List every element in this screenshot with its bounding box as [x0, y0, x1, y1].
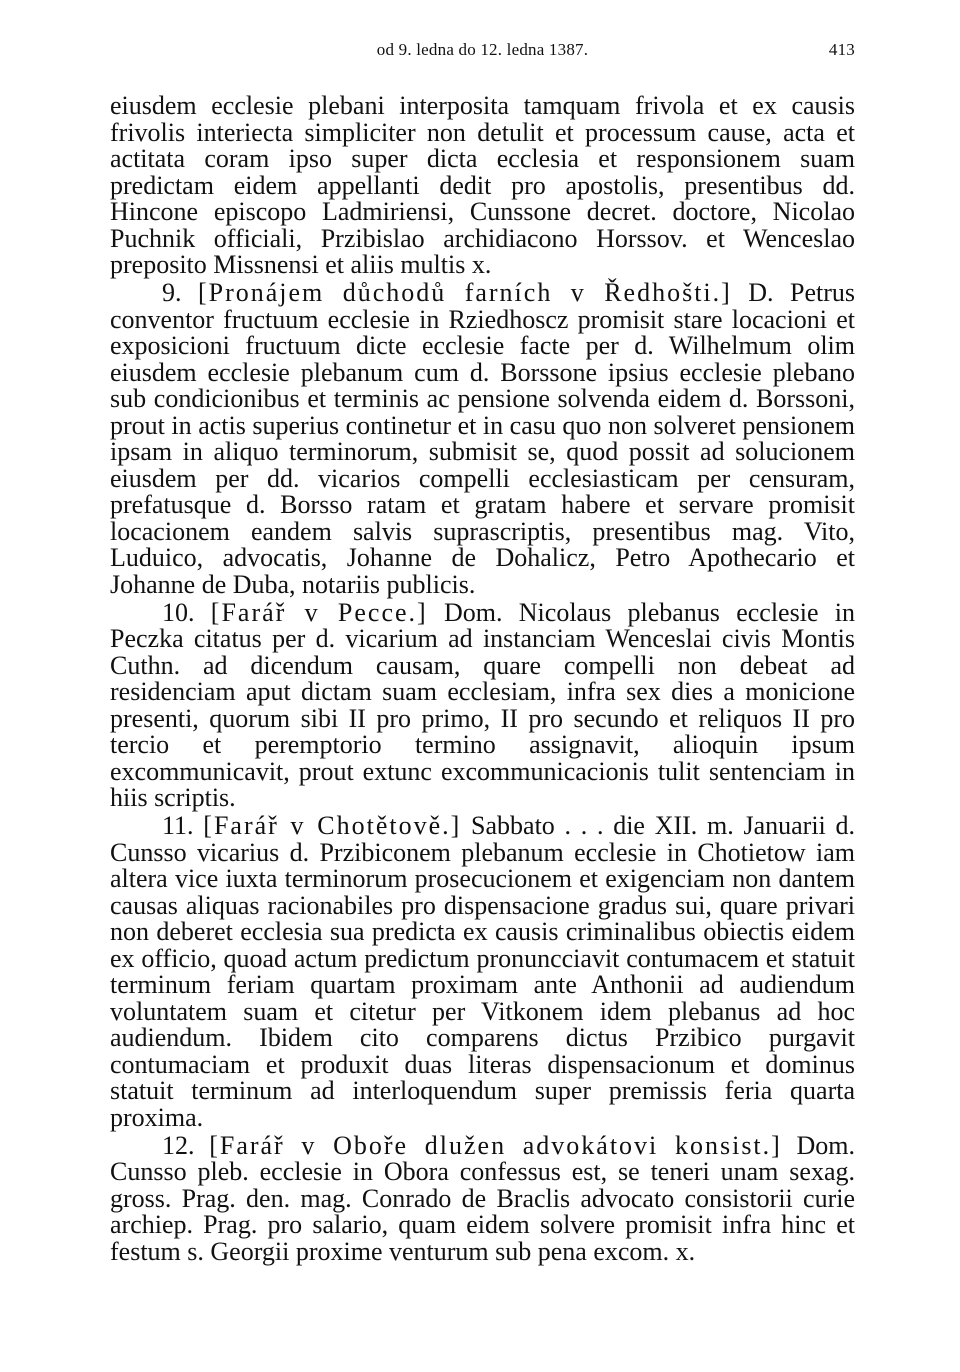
entry-heading: [Farář v Chotětově.]	[203, 811, 462, 840]
continuation-paragraph: eiusdem ecclesie plebani interposita tamquam frivola et ex causis frivolis interiecta simpliciter non detulit et processum cause, acta et actitata coram ipso super dicta ecclesia et responsionem suam predictam eidem appellanti dedit pro apostolis, presentibus dd. Hincone episcopo Ladmiriensi, Cunssone decret. doctore, Nicolao Puchnik officiali, Przibislao archidiacono Horssov. et Wenceslao preposito Missnensi et aliis multis x.	[110, 91, 855, 279]
running-title: od 9. ledna do 12. ledna 1387.	[376, 40, 589, 59]
body-text	[110, 93, 855, 1265]
entry-number: 9.	[162, 278, 182, 307]
entry-text: Dom. Nicolaus plebanus ecclesie in Peczka citatus per d. vicarium ad instanciam Wenceslai civis Montis Cuthn. ad dicendum causam, quare compelli non debeat ad residenciam aput dictam suam ecclesiam, infra sex dies a monicione presenti, quorum sibi II pro primo, II pro secundo et reliquos II pro tercio et peremptorio termino assignavit, alioquin ipsum excommunicavit, prout extunc excommunicacionis tulit sentenciam in hiis scriptis.	[110, 597, 855, 812]
entry-9	[110, 280, 855, 598]
page-number: 413	[828, 40, 855, 59]
entry-heading: [Pronájem důchodů farních v Ředhošti.]	[197, 278, 732, 307]
entry-text: Sabbato . . . die XII. m. Januarii d. Cunsso vicarius d. Przibiconem plebanum ecclesie in Chotietow iam altera vice iuxta terminorum prosecucionem et exigenciam non dantem causas aliquas racionabiles pro dispensacione gradus sui, quare privari non deberet ecclesia sua predicta ex causis criminalibus obiectis eidem ex officio, quoad actum predictum pronuncciavit contumacem et statuit terminum feriam quartam proximam ante Anthonii ad audiendum voluntatem suam et citetur per Vitkonem idem plebanus ad hoc audiendum. Ibidem cito comparens dictus Przibico purgavit contumaciam et produxit duas literas dispensacionum et dominus statuit terminum ad interloquendum super premissis feria quarta proxima.	[110, 811, 856, 1132]
entry-text: D. Petrus conventor fructuum ecclesie in Rziedhoscz promisit stare locacioni et exposicioni fructuum dicte ecclesie facte per d. Wilhelmum olim eiusdem ecclesie plebanum cum d. Borssone ipsius ecclesie plebano sub condicionibus et terminis ac pensione solvenda eidem d. Borssoni, prout in actis superius continetur et in casu quo non solveret pensionem ipsam in aliquo terminorum, submisit se, quod possit ad solucionem eiusdem per dd. vicarios compelli ecclesiasticam per censuram, prefatusque d. Borsso ratam et gratam habere et servare promisit locacionem eandem salvis suprascriptis, presentibus mag. Vito, Luduico, advocatis, Johanne de Dohalicz, Petro Apothecario et Johanne de Duba, notariis publicis.	[110, 278, 856, 599]
running-head	[110, 40, 855, 64]
entry-text: Dom. Cunsso pleb. ecclesie in Obora confessus est, se teneri unam sexag. gross. Prag. den. mag. Conrado de Braclis advocato consistorii curie archiep. Prag. pro salario, quam eidem solvere promisit infra hinc et festum s. Georgii proxime venturum sub pena excom. x.	[110, 1130, 856, 1266]
entry-number: 10.	[162, 597, 195, 627]
entry-12	[110, 1130, 856, 1266]
entry-number: 11.	[162, 811, 194, 840]
entry-heading: [Farář v Pecce.]	[210, 597, 428, 627]
entry-heading: [Farář v Oboře dlužen advokátovi konsist.]	[209, 1130, 782, 1160]
entry-11	[110, 813, 855, 1131]
entry-number: 12.	[162, 1130, 195, 1160]
entry-10	[110, 597, 855, 812]
